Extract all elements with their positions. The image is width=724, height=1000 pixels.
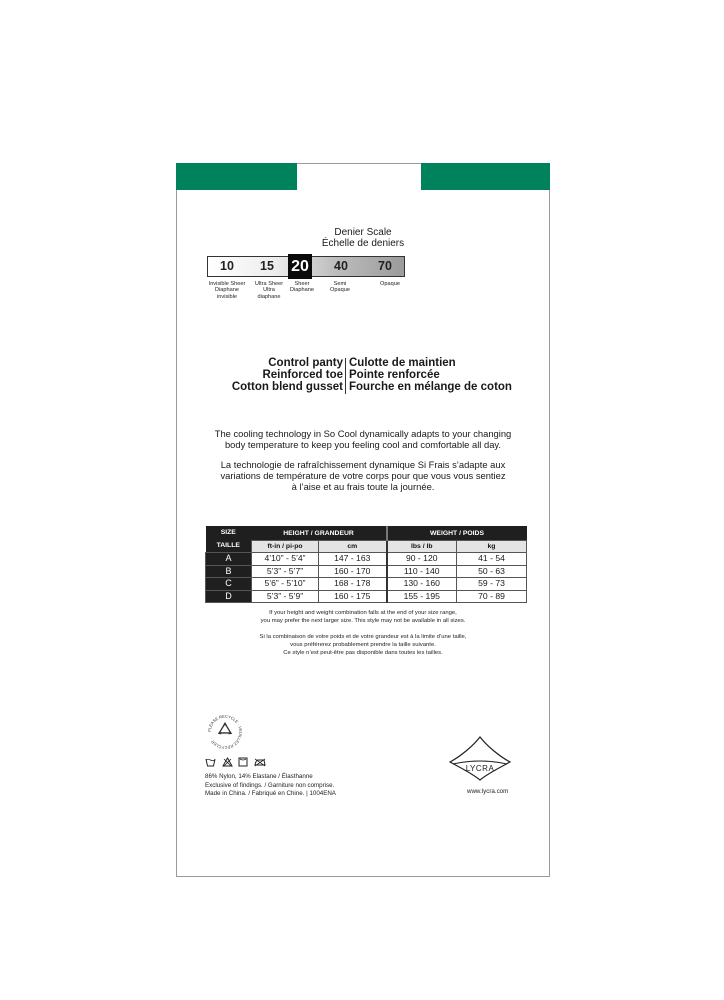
desc-line: The cooling technology in So Cool dynamically adapts to your changing (214, 428, 512, 439)
label-line: Semi (333, 281, 347, 287)
label-line: invisible (217, 293, 237, 300)
feature-fr: Culotte de maintien (349, 357, 456, 369)
denier-title-en: Denier Scale (334, 227, 392, 238)
features-en (177, 357, 343, 393)
green-band-right (421, 163, 550, 190)
desc-line: à l’aise et au frais toute la journée. (291, 481, 435, 492)
size-chart (205, 526, 527, 603)
lycra-url: www.lycra.com (467, 788, 509, 795)
table-row (206, 553, 527, 566)
label-line: Ultra Sheer (254, 281, 284, 287)
height-header: HEIGHT / GRANDEUR (252, 526, 387, 541)
size-cell: B (206, 565, 252, 578)
lbs-cell: 110 - 140 (387, 565, 457, 578)
composition-line: Made in China. / Fabriqué en Chine. | 1004ENA (205, 790, 336, 797)
lbs-cell: 130 - 160 (387, 578, 457, 591)
table-row (206, 590, 527, 603)
note-line: you may prefer the next larger size. This style may not be available in all sizes. (260, 618, 466, 624)
feature-en: Control panty (268, 357, 343, 369)
size-header-fr: TAILLE (216, 542, 240, 549)
size-cell: C (206, 578, 252, 591)
ftin-cell: 5’3” - 5’9” (252, 590, 319, 603)
label-line: diaphane (257, 293, 281, 300)
subheader-lbs: lbs / lb (387, 541, 457, 553)
denier-value-selected: 20 (288, 254, 312, 279)
denier-label-20 (287, 281, 317, 294)
table-row (206, 565, 527, 578)
size-header-en: SIZE (220, 529, 236, 536)
size-note-en (177, 609, 549, 625)
feature-fr: Fourche en mélange de coton (349, 381, 512, 393)
composition-line: 86% Nylon, 14% Elastane / Élasthanne (205, 773, 313, 780)
size-cell: A (206, 553, 252, 566)
no-iron-icon (254, 757, 266, 769)
subheader-kg: kg (457, 541, 527, 553)
size-cell: D (206, 590, 252, 603)
label-line: Invisible Sheer (208, 281, 246, 287)
ftin-cell: 5’6” - 5’10” (252, 578, 319, 591)
no-bleach-icon (222, 757, 233, 769)
size-note-fr (177, 633, 549, 657)
lycra-logo (449, 736, 511, 781)
denier-value-40: 40 (334, 259, 348, 273)
package-back-panel (176, 163, 550, 877)
desc-line: variations de température de votre corps pour que vous vous sentiez (220, 470, 506, 481)
label-line: Sheer (294, 281, 310, 287)
subheader-ftin: ft-in / pi-po (252, 541, 319, 553)
features-fr (349, 357, 512, 393)
svg-text:PLEASE RECYCLE · VEUILLEZ RECY (207, 714, 244, 751)
denier-value-70: 70 (378, 259, 392, 273)
kg-cell: 41 - 54 (457, 553, 527, 566)
label-line: Opaque (330, 287, 350, 294)
feature-en: Cotton blend gusset (231, 381, 343, 393)
label-line: Ultra (263, 287, 275, 294)
kg-cell: 70 - 89 (457, 590, 527, 603)
lbs-cell: 155 - 195 (387, 590, 457, 603)
kg-cell: 50 - 63 (457, 565, 527, 578)
care-symbols (205, 757, 269, 769)
green-band-left (176, 163, 297, 190)
label-line: Opaque (380, 281, 400, 287)
denier-label-10 (205, 281, 249, 300)
recycle-text: PLEASE RECYCLE · VEUILLEZ RECYCLER · (206, 713, 244, 751)
desc-line: body temperature to keep you feeling cool and comfortable all day. (224, 439, 502, 450)
feature-fr: Pointe renforcée (349, 369, 440, 381)
ftin-cell: 4’10” - 5’4” (252, 553, 319, 566)
hand-wash-icon (205, 757, 216, 769)
denier-label-70 (375, 281, 405, 287)
kg-cell: 59 - 73 (457, 578, 527, 591)
denier-label-15 (249, 281, 289, 300)
description-fr (177, 459, 549, 492)
note-line: If your height and weight combination falls at the end of your size range, (269, 610, 457, 616)
desc-line: La technologie de rafraîchissement dynamique Si Frais s’adapte aux (220, 459, 506, 470)
denier-scale-title (177, 227, 549, 249)
description-en (177, 428, 549, 450)
cm-cell: 160 - 170 (319, 565, 387, 578)
note-line: vous préférerez probablement prendre la taille suivante. (290, 642, 436, 648)
lbs-cell: 90 - 120 (387, 553, 457, 566)
line-dry-icon (238, 757, 248, 769)
recycle-icon (206, 713, 244, 751)
denier-title-fr: Échelle de deniers (321, 238, 405, 249)
composition-line: Exclusive of findings. / Garniture non comprise. (205, 781, 335, 789)
size-header (206, 526, 252, 553)
label-line: Diaphane (290, 287, 314, 294)
cm-cell: 147 - 163 (319, 553, 387, 566)
note-line: Ce style n’est peut-être pas disponible dans toutes les tailles. (283, 650, 443, 656)
feature-divider (345, 358, 346, 394)
denier-label-40 (325, 281, 355, 294)
denier-value-10: 10 (220, 259, 234, 273)
ftin-cell: 5’3” - 5’7” (252, 565, 319, 578)
composition-text (205, 773, 336, 799)
feature-en: Reinforced toe (262, 369, 343, 381)
label-line: Diaphane (215, 287, 239, 294)
table-row (206, 578, 527, 591)
lycra-logo-text: LYCRA (465, 764, 495, 773)
cm-cell: 160 - 175 (319, 590, 387, 603)
subheader-cm: cm (319, 541, 387, 553)
cm-cell: 168 - 178 (319, 578, 387, 591)
denier-value-15: 15 (260, 259, 274, 273)
denier-scale-bar (207, 256, 405, 277)
note-line: Si la combinaison de votre poids et de votre grandeur est à la limite d’une taille, (259, 634, 467, 640)
weight-header: WEIGHT / POIDS (387, 526, 527, 541)
